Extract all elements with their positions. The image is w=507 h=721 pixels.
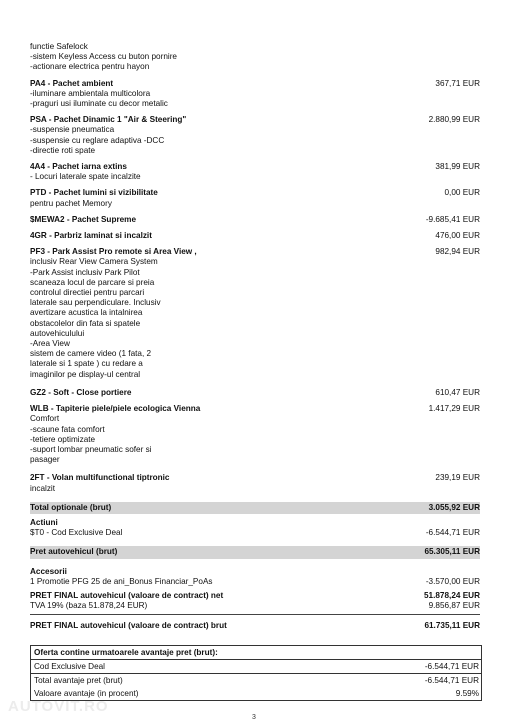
option-price: 0,00 EUR [444,188,480,198]
option-desc: -iluminare ambientala multicolora [30,88,151,98]
pret-autovehicul-value: 65.305,11 EUR [424,547,480,557]
option-item-2ft [30,473,480,493]
document-body [30,42,480,632]
option-item-psa [30,115,480,156]
option-desc: -suspensie cu reglare adaptiva -DCC [30,135,165,145]
option-price: 239,19 EUR [435,473,480,483]
option-price: 476,00 EUR [435,231,480,241]
option-price: 381,99 EUR [435,162,480,172]
watermark-logo: AUTOVIT.RO [8,698,109,715]
option-desc: -tetiere optimizate [30,434,96,444]
option-title: 4GR - Parbriz laminat si incalzit [30,231,152,241]
option-item-mewa2 [30,215,480,225]
offer-box-row [31,659,481,673]
option-desc: scaneaza locul de parcare si preia [30,277,155,287]
option-desc: -directie roti spate [30,145,96,155]
option-title: PA4 - Pachet ambient [30,78,114,88]
option-item-4gr [30,231,480,241]
option-desc: pentru pachet Memory [30,198,112,208]
pret-final-net-label: PRET FINAL autovehicul (valoare de contract) net [30,590,224,600]
option-title: $MEWA2 - Pachet Supreme [30,214,137,224]
pret-final-net-block [30,591,480,611]
pret-final-net-value: 51.878,24 EUR [424,590,480,600]
offer-row-label: Cod Exclusive Deal [34,662,105,671]
total-optionale-row [30,502,480,514]
accesorii-value: -3.570,00 EUR [425,576,480,586]
tva-value: 9.856,87 EUR [428,601,480,611]
pret-autovehicul-row [30,546,480,558]
offer-box-row [31,673,481,687]
intro-line: -actionare electrica pentru hayon [30,62,150,72]
intro-block [30,42,480,73]
option-price: 367,71 EUR [435,78,480,88]
offer-row-value: 9.59% [455,689,479,698]
option-desc: laterale si 1 spate ) cu redare a [30,359,143,369]
actiuni-block [30,518,480,538]
actiuni-line: $T0 - Cod Exclusive Deal [30,528,123,538]
offer-row-value: -6.544,71 EUR [424,676,479,685]
option-item-gz2 [30,388,480,398]
option-desc: autovehiculului [30,328,85,338]
intro-line: functie Safelock [30,42,88,51]
option-title: PF3 - Park Assist Pro remote si Area View , [30,247,197,257]
option-desc: Comfort [30,414,60,424]
option-desc: -Area View [30,339,70,349]
option-desc: imaginilor pe display-ul central [30,369,141,379]
option-desc: obstacolelor din fata si spatele [30,318,141,328]
option-price: 2.880,99 EUR [428,115,480,125]
option-price: -9.685,41 EUR [425,214,480,224]
option-desc: -suspensie pneumatica [30,125,115,135]
actiuni-value: -6.544,71 EUR [425,528,480,538]
total-optionale-label: Total optionale (brut) [30,502,112,512]
offer-row-label: Valoare avantaje (in procent) [34,689,139,698]
option-desc: -scaune fata comfort [30,424,105,434]
option-title: 4A4 - Pachet iarna extins [30,162,127,172]
offer-advantages-box [30,645,482,701]
option-item-pf3 [30,247,480,380]
option-title: WLB - Tapiterie piele/piele ecologica Vienna [30,404,201,414]
option-desc: -suport lombar pneumatic sofer si [30,444,152,454]
option-item-pa4 [30,79,480,110]
page-number: 3 [252,714,256,721]
option-desc: laterale sau perpendiculare. Inclusiv [30,298,161,308]
pret-autovehicul-label: Pret autovehicul (brut) [30,547,118,557]
option-desc: -Park Assist inclusiv Park Pilot [30,267,140,277]
accesorii-title: Accesorii [30,566,67,576]
total-optionale-value: 3.055,92 EUR [428,502,480,512]
option-item-ptd [30,188,480,208]
option-price: 982,94 EUR [435,247,480,257]
tva-label: TVA 19% (baza 51.878,24 EUR) [30,601,148,611]
pret-final-brut-row [30,621,480,631]
divider [30,614,480,615]
option-desc: controlul directiei pentru parcari [30,288,145,298]
option-desc: - Locuri laterale spate incalzite [30,172,141,182]
option-item-wlb [30,404,480,465]
option-title: GZ2 - Soft - Close portiere [30,387,132,397]
option-desc: pasager [30,455,60,465]
option-price: 610,47 EUR [435,387,480,397]
option-title: PSA - Pachet Dinamic 1 "Air & Steering" [30,115,187,125]
option-price: 1.417,29 EUR [428,404,480,414]
offer-row-label: Total avantaje pret (brut) [34,676,123,685]
option-desc: -praguri usi iluminate cu decor metalic [30,99,168,109]
option-desc: sistem de camere video (1 fata, 2 [30,349,152,359]
option-title: 2FT - Volan multifunctional tiptronic [30,473,170,483]
pret-final-brut-label: PRET FINAL autovehicul (valoare de contract) brut [30,621,227,631]
option-desc: avertizare acustica la intalnirea [30,308,143,318]
option-desc: incalzit [30,483,56,493]
offer-box-header-text: Oferta contine urmatoarele avantaje pret (brut): [34,648,218,657]
accesorii-line: 1 Promotie PFG 25 de ani_Bonus Financiar_PoAs [30,576,213,586]
offer-box-header [31,646,481,659]
option-item-4a4 [30,162,480,182]
intro-line: -sistem Keyless Access cu buton pornire [30,52,177,62]
pret-final-brut-value: 61.735,11 EUR [424,621,480,631]
accesorii-block [30,567,480,587]
offer-row-value: -6.544,71 EUR [424,662,479,671]
option-desc: inclusiv Rear View Camera System [30,257,158,267]
actiuni-title: Actiuni [30,517,58,527]
option-title: PTD - Pachet lumini si vizibilitate [30,188,158,198]
